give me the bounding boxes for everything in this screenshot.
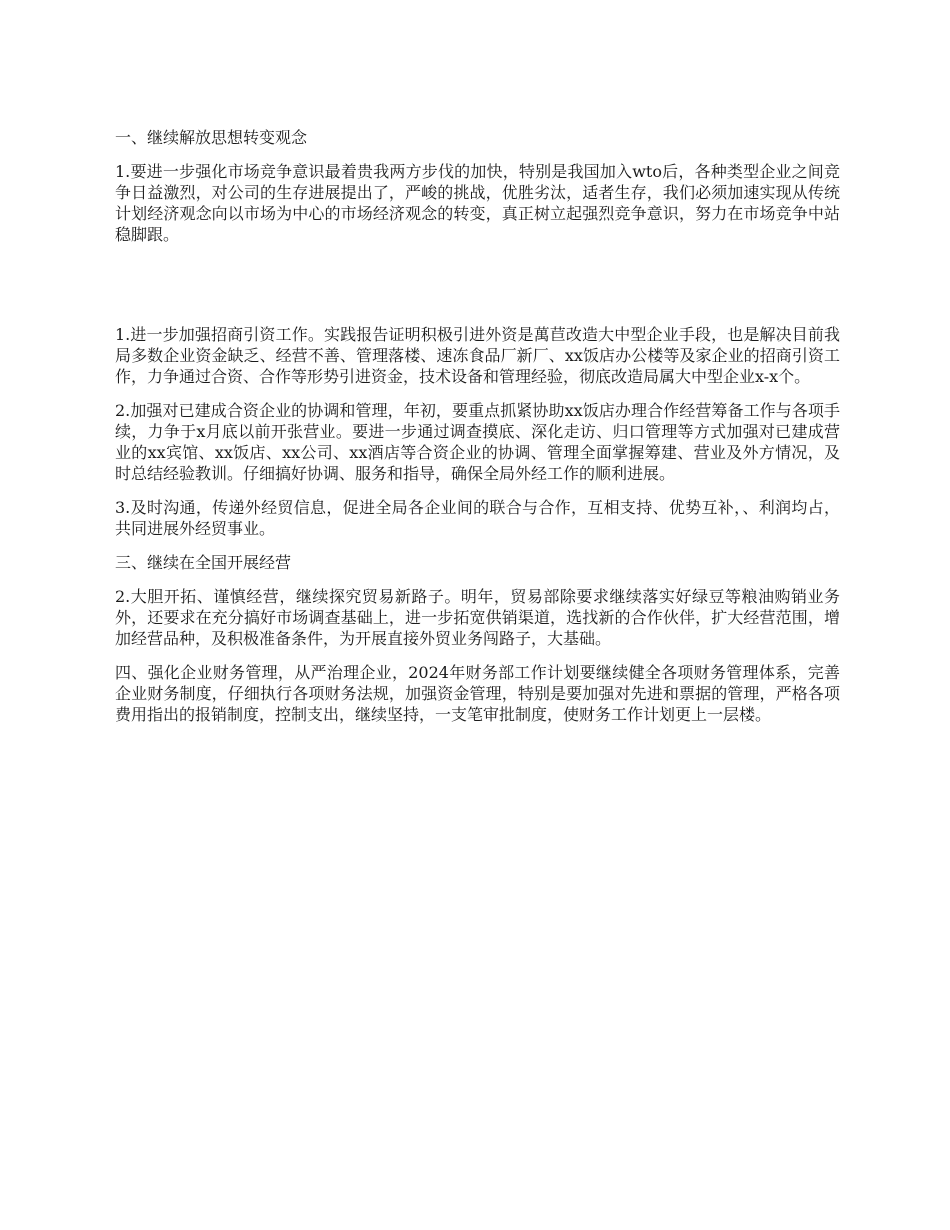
paragraph-financial-management: 四、强化企业财务管理，从严治理企业，2024年财务部工作计划要继续健全各项财务管理体系，完善企业财务制度，仔细执行各项财务法规，加强资金管理，特别是要加强对先进和票据的管理，严格各项费用指出的报销制度，控制支出，继续坚持，一支笔审批制度，使财务工作计划更上一层楼。: [115, 663, 840, 724]
paragraph-investment-attraction: 1.进一步加强招商引资工作。实践报告证明积极引进外资是萬苣改造大中型企业手段，也是解决目前我局多数企业资金缺乏、经营不善、管理落楼、速冻食品厂新厂、xx饭店办公楼等及家企业的招商引资工作，力争通过合资、合作等形势引进资金，技术设备和管理经验，彻底改造局属大中型企业x-x个。: [115, 325, 840, 386]
document-body: [115, 127, 840, 738]
paragraph-trade-expansion: 2.大胆开拓、谨慎经营，继续探究贸易新路子。明年，贸易部除要求继续落实好绿豆等粮油购销业务外，还要求在充分搞好市场调查基础上，进一步拓宽供销渠道，选找新的合作伙伴，扩大经营范围，增加经营品种，及积极准备条件，为开展直接外贸业务闯路子，大基础。: [115, 587, 840, 648]
paragraph-trade-information: 3.及时沟通，传递外经贸信息，促进全局各企业间的联合与合作，互相支持、优势互补，、利润均占，共同进展外经贸事业。: [115, 498, 840, 538]
paragraph-joint-venture-management: 2.加强对已建成合资企业的协调和管理，年初，要重点抓紧协助xx饭店办理合作经营筹备工作与各项手续，力争于x月底以前开张营业。要进一步通过调查摸底、深化走访、归口管理等方式加强对已建成营业的xx宾馆、xx饭店、xx公司、xx酒店等合资企业的协调、管理全面掌握筹建、营业及外方情况，及时总结经验教训。仔细搞好协调、服务和指导，确保全局外经工作的顺利进展。: [115, 401, 840, 483]
paragraph-market-competition: 1.要进一步强化市场竞争意识最着贵我两方步伐的加快，特别是我国加入wto后，各种类型企业之间竞争日益激烈，对公司的生存进展提出了，严峻的挑战，优胜劣汰，适者生存，我们必须加速实现从传统计划经济观念向以市场为中心的市场经济观念的转变，真正树立起强烈竞争意识，努力在市场竞争中站稳脚跟。: [115, 162, 840, 244]
blank-gap: [115, 258, 840, 324]
section-heading-3: 三、继续在全国开展经营: [115, 553, 292, 572]
section-heading-1: 一、继续解放思想转变观念: [115, 128, 308, 147]
